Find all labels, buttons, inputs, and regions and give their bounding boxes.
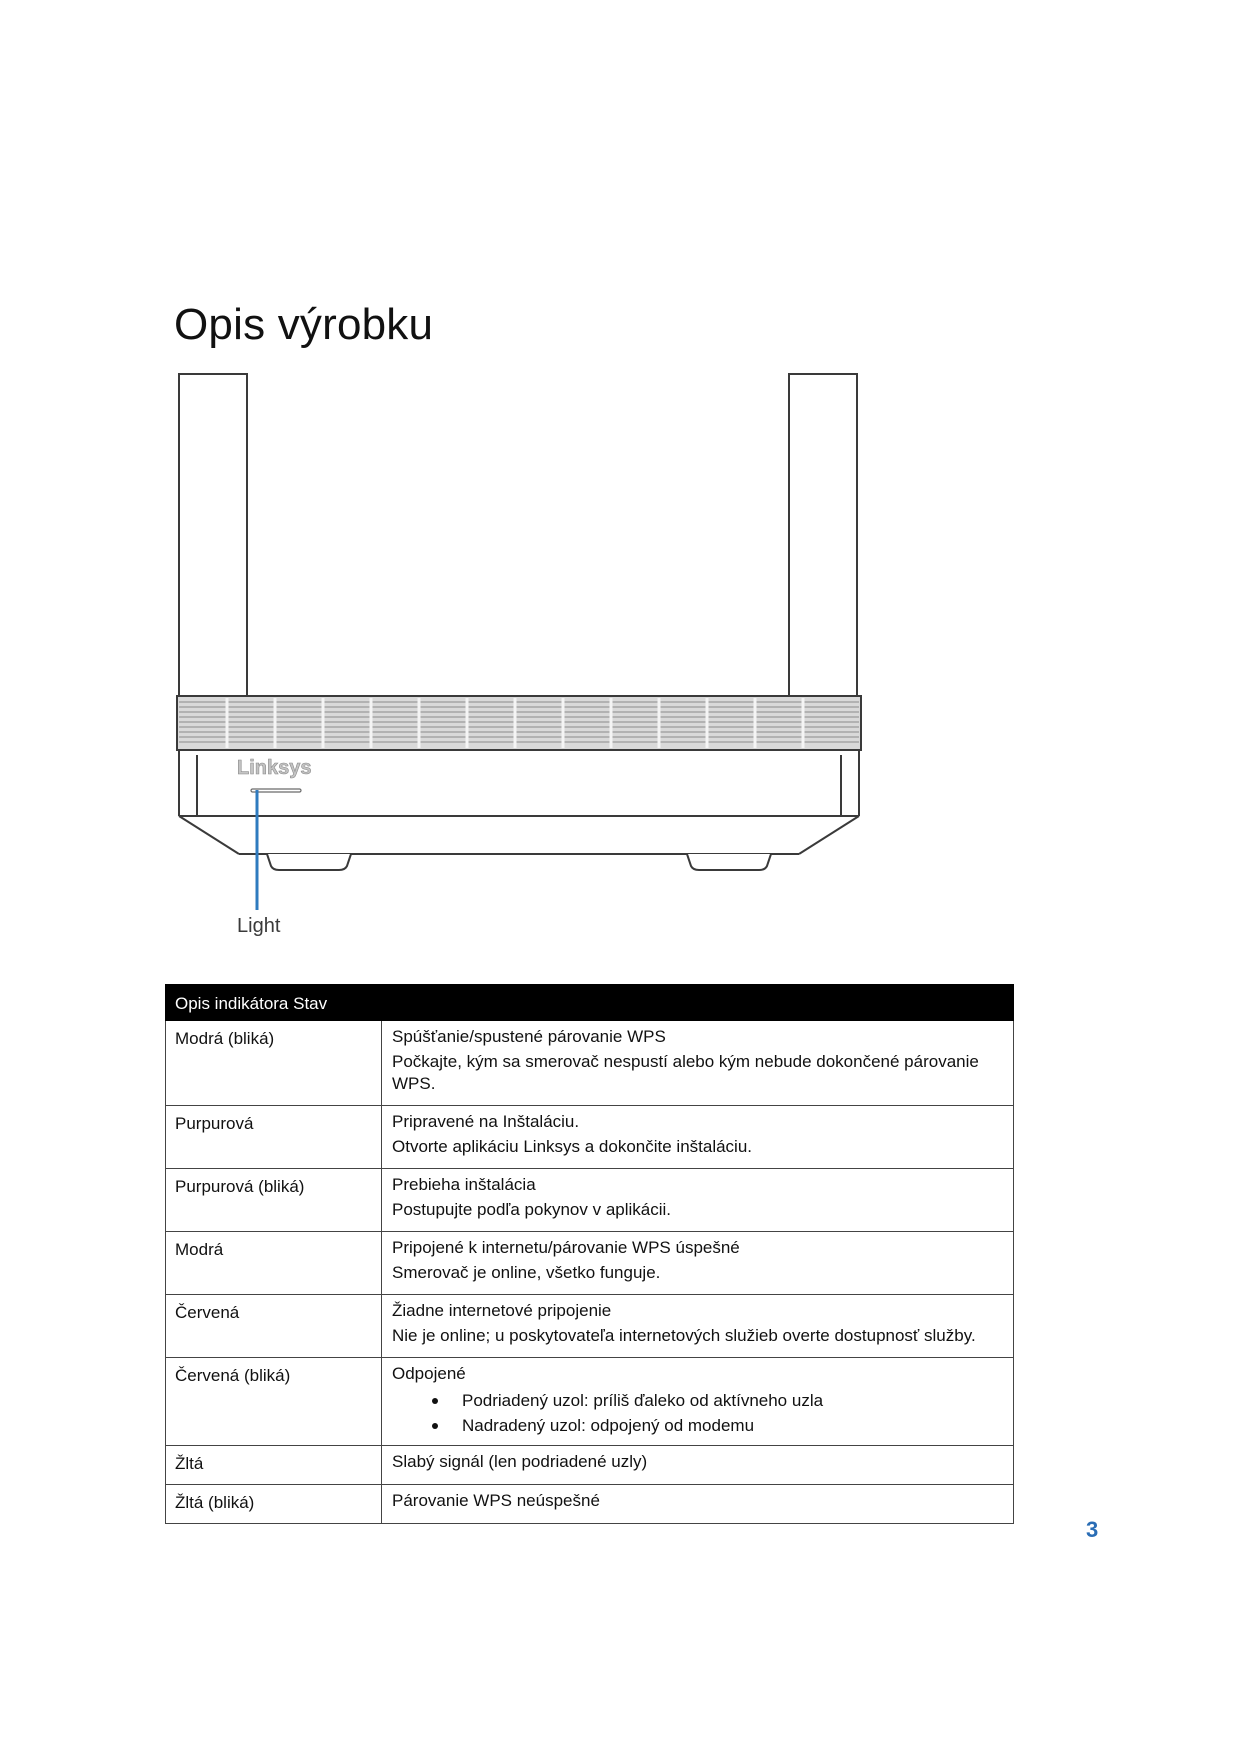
- table-row: [166, 1485, 1014, 1524]
- status-cell: [382, 1295, 1014, 1358]
- table-row: [166, 1106, 1014, 1169]
- table-row: [166, 1169, 1014, 1232]
- status-cell: [382, 1358, 1014, 1446]
- light-color-cell: Purpurová (bliká): [166, 1169, 382, 1232]
- list-item: [430, 1388, 1003, 1413]
- page-title: Opis výrobku: [174, 300, 434, 349]
- light-color-cell: Červená: [166, 1295, 382, 1358]
- light-color-cell: Žltá: [166, 1446, 382, 1485]
- light-color-cell: Purpurová: [166, 1106, 382, 1169]
- status-text: Odpojené: [392, 1364, 466, 1383]
- table-row: [166, 1295, 1014, 1358]
- table-row: [166, 1446, 1014, 1485]
- status-cell: [382, 1485, 1014, 1524]
- router-illustration: [165, 360, 885, 940]
- status-text: Slabý signál (len podriadené uzly): [392, 1452, 648, 1471]
- status-cell: [382, 1106, 1014, 1169]
- light-color-cell: Modrá (bliká): [166, 1021, 382, 1106]
- status-bullet-list: [392, 1388, 1003, 1438]
- status-detail: Smerovač je online, všetko funguje.: [392, 1263, 661, 1282]
- led-status-table: [165, 984, 1014, 1524]
- bullet-text: Nadradený uzol: odpojený od modemu: [462, 1416, 755, 1435]
- bullet-icon: [432, 1423, 438, 1429]
- table-row: [166, 1021, 1014, 1106]
- router-feet: [267, 854, 771, 870]
- status-detail: Postupujte podľa pokynov v aplikácii.: [392, 1200, 672, 1219]
- status-detail: Počkajte, kým sa smerovač nespustí alebo kým nebude dokončené párovanie WPS.: [392, 1052, 979, 1093]
- light-color-cell: Červená (bliká): [166, 1358, 382, 1446]
- status-text: Žiadne internetové pripojenie: [392, 1301, 612, 1320]
- light-color-cell: Modrá: [166, 1232, 382, 1295]
- light-color-cell: Žltá (bliká): [166, 1485, 382, 1524]
- status-text: Pripravené na Inštaláciu.: [392, 1112, 580, 1131]
- status-detail: Nie je online; u poskytovateľa internetových služieb overte dostupnosť služby.: [392, 1326, 976, 1345]
- vent-band: [177, 696, 861, 750]
- status-text: Spúšťanie/spustené párovanie WPS: [392, 1027, 666, 1046]
- list-item: [430, 1413, 1003, 1438]
- status-cell: [382, 1232, 1014, 1295]
- page-number: 3: [1086, 1517, 1099, 1542]
- left-antenna: [179, 374, 247, 704]
- light-label: Light: [237, 915, 281, 937]
- bullet-icon: [432, 1398, 438, 1404]
- status-cell: [382, 1021, 1014, 1106]
- status-cell: [382, 1446, 1014, 1485]
- right-antenna: [789, 374, 857, 704]
- status-text: Prebieha inštalácia: [392, 1175, 536, 1194]
- table-header-row: [166, 985, 1014, 1021]
- table-row: [166, 1358, 1014, 1446]
- table-header: Opis indikátora Stav: [166, 985, 1014, 1021]
- status-text: Pripojené k internetu/párovanie WPS úspešné: [392, 1238, 740, 1257]
- status-text: Párovanie WPS neúspešné: [392, 1491, 600, 1510]
- status-detail: Otvorte aplikáciu Linksys a dokončite inštaláciu.: [392, 1137, 753, 1156]
- table-row: [166, 1232, 1014, 1295]
- bullet-text: Podriadený uzol: príliš ďaleko od aktívneho uzla: [462, 1391, 824, 1410]
- status-cell: [382, 1169, 1014, 1232]
- linksys-logo: Linksys: [237, 757, 312, 779]
